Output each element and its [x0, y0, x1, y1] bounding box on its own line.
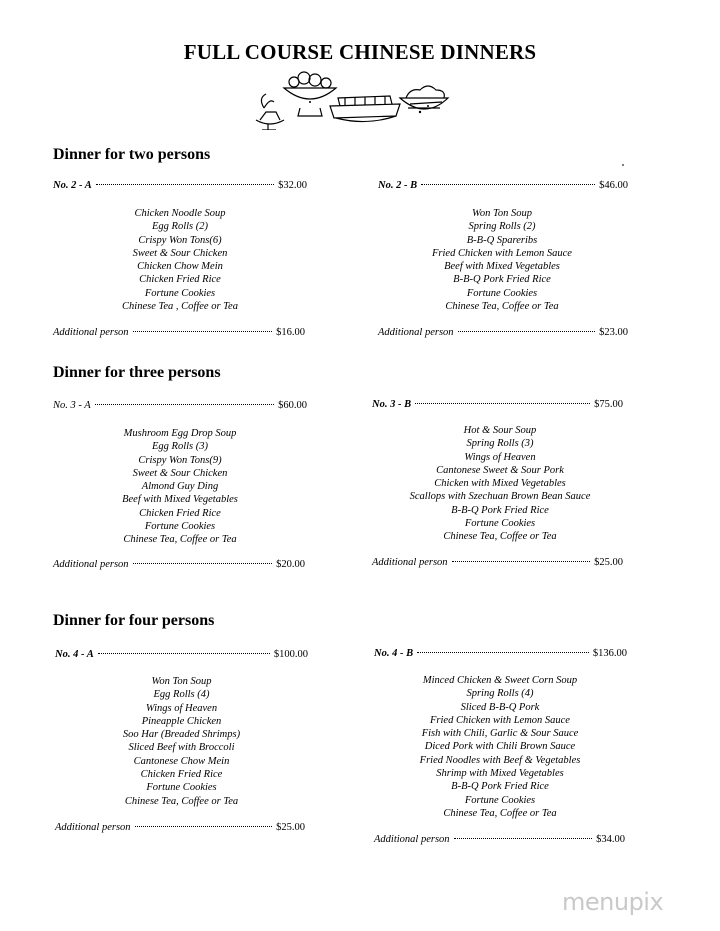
- menu-header-4a: No. 4 - A $100.00: [55, 649, 308, 660]
- menu-price: $100.00: [273, 649, 308, 660]
- list-item: Egg Rolls (3): [152, 441, 208, 453]
- list-item: Crispy Won Tons(9): [138, 454, 222, 466]
- list-item: Chicken with Mixed Vegetables: [434, 478, 566, 490]
- menu-header-2b: No. 2 - B $46.00: [378, 180, 628, 191]
- list-item: Chinese Tea, Coffee or Tea: [123, 534, 237, 546]
- list-item: Fortune Cookies: [144, 521, 216, 533]
- list-item: Chicken Fried Rice: [140, 769, 223, 781]
- list-item: Spring Rolls (3): [466, 438, 534, 450]
- list-item: Almond Guy Ding: [141, 481, 219, 493]
- list-item: Fortune Cookies: [464, 518, 536, 530]
- menu-header-4b: No. 4 - B $136.00: [374, 648, 627, 659]
- list-item: Spring Rolls (4): [466, 688, 534, 700]
- menu-header-3a: No. 3 - A $60.00: [53, 400, 307, 411]
- menu-price: $75.00: [594, 399, 623, 410]
- menu-items-3b: [362, 424, 638, 544]
- list-item: Fortune Cookies: [144, 287, 216, 299]
- list-item: Cantonese Sweet & Sour Pork: [436, 464, 564, 476]
- additional-person-2b: Additional person $23.00: [378, 327, 628, 338]
- list-item: Mushroom Egg Drop Soup: [123, 428, 237, 439]
- list-item: Fried Chicken with Lemon Sauce: [432, 247, 572, 259]
- menu-items-2b: [368, 207, 636, 313]
- list-item: Scallops with Szechuan Brown Bean Sauce: [409, 491, 591, 503]
- menu-items-2a: [53, 207, 307, 313]
- additional-person-4a: Additional person $25.00: [55, 822, 305, 833]
- list-item: Won Ton Soup: [472, 208, 532, 219]
- section-heading-two: Dinner for two persons: [53, 146, 211, 163]
- list-item: Soo Har (Breaded Shrimps): [122, 729, 241, 741]
- list-item: Chicken Fried Rice: [139, 507, 221, 519]
- list-item: Fish with Chili, Garlic & Sour Sauce: [421, 728, 579, 740]
- list-item: Cantonese Chow Mein: [133, 755, 230, 767]
- list-item: Minced Chicken & Sweet Corn Soup: [422, 675, 578, 686]
- list-item: Sweet & Sour Chicken: [132, 247, 228, 259]
- list-item: Sliced B-B-Q Pork: [460, 701, 540, 713]
- list-item: Chicken Fried Rice: [139, 274, 221, 286]
- list-item: Wings of Heaven: [145, 702, 218, 714]
- list-item: Fortune Cookies: [146, 782, 217, 794]
- list-item: Chicken Noodle Soup: [134, 208, 226, 219]
- menu-price: $32.00: [278, 180, 307, 191]
- menu-header-3b: No. 3 - B $75.00: [372, 399, 623, 410]
- list-item: Sweet & Sour Chicken: [132, 467, 228, 479]
- additional-person-3b: Additional person $25.00: [372, 557, 623, 568]
- list-item: Chinese Tea, Coffee or Tea: [443, 531, 557, 543]
- list-item: Spring Rolls (2): [468, 221, 536, 233]
- food-illustration: [250, 68, 450, 130]
- list-item: Fried Noodles with Beef & Vegetables: [419, 754, 581, 766]
- list-item: Hot & Sour Soup: [463, 425, 537, 436]
- page-title: FULL COURSE CHINESE DINNERS: [183, 40, 537, 64]
- list-item: B-B-Q Spareribs: [466, 234, 538, 246]
- list-item: Egg Rolls (2): [152, 221, 208, 233]
- list-item: Fried Chicken with Lemon Sauce: [430, 714, 570, 726]
- section-heading-four: Dinner for four persons: [53, 612, 215, 629]
- list-item: Fortune Cookies: [466, 287, 538, 299]
- list-item: Diced Pork with Chili Brown Sauce: [424, 741, 576, 753]
- list-item: Chinese Tea, Coffee or Tea: [124, 795, 239, 807]
- watermark: menupix: [562, 888, 664, 916]
- additional-person-4b: Additional person $34.00: [374, 834, 625, 845]
- menu-items-3a: [53, 427, 307, 547]
- list-item: B-B-Q Pork Fried Rice: [451, 781, 549, 793]
- list-item: Chinese Tea, Coffee or Tea: [445, 301, 559, 313]
- list-item: Beef with Mixed Vegetables: [122, 494, 238, 506]
- list-item: B-B-Q Pork Fried Rice: [451, 504, 549, 516]
- menu-items-4b: [362, 674, 638, 820]
- list-item: Beef with Mixed Vegetables: [444, 261, 560, 273]
- list-item: Sliced Beef with Broccoli: [128, 742, 235, 754]
- list-item: Crispy Won Tons(6): [138, 234, 222, 246]
- list-item: Shrimp with Mixed Vegetables: [436, 768, 564, 780]
- scan-speck: [622, 164, 624, 166]
- menu-items-4a: [55, 675, 308, 808]
- list-item: Egg Rolls (4): [153, 689, 210, 701]
- menu-header-2a: No. 2 - A $32.00: [53, 180, 307, 191]
- list-item: Wings of Heaven: [464, 451, 536, 463]
- additional-person-2a: Additional person $16.00: [53, 327, 305, 338]
- additional-person-3a: Additional person $20.00: [53, 559, 305, 570]
- menu-price: $136.00: [592, 648, 627, 659]
- list-item: Pineapple Chicken: [141, 715, 222, 727]
- list-item: Fortune Cookies: [464, 794, 536, 806]
- menu-price: $46.00: [599, 180, 628, 191]
- menu-price: $60.00: [278, 400, 307, 411]
- list-item: Chinese Tea, Coffee or Tea: [443, 807, 557, 819]
- list-item: B-B-Q Pork Fried Rice: [453, 274, 551, 286]
- list-item: Won Ton Soup: [151, 676, 212, 687]
- list-item: Chicken Chow Mein: [137, 261, 223, 273]
- list-item: Chinese Tea , Coffee or Tea: [122, 301, 238, 313]
- section-heading-three: Dinner for three persons: [53, 364, 221, 381]
